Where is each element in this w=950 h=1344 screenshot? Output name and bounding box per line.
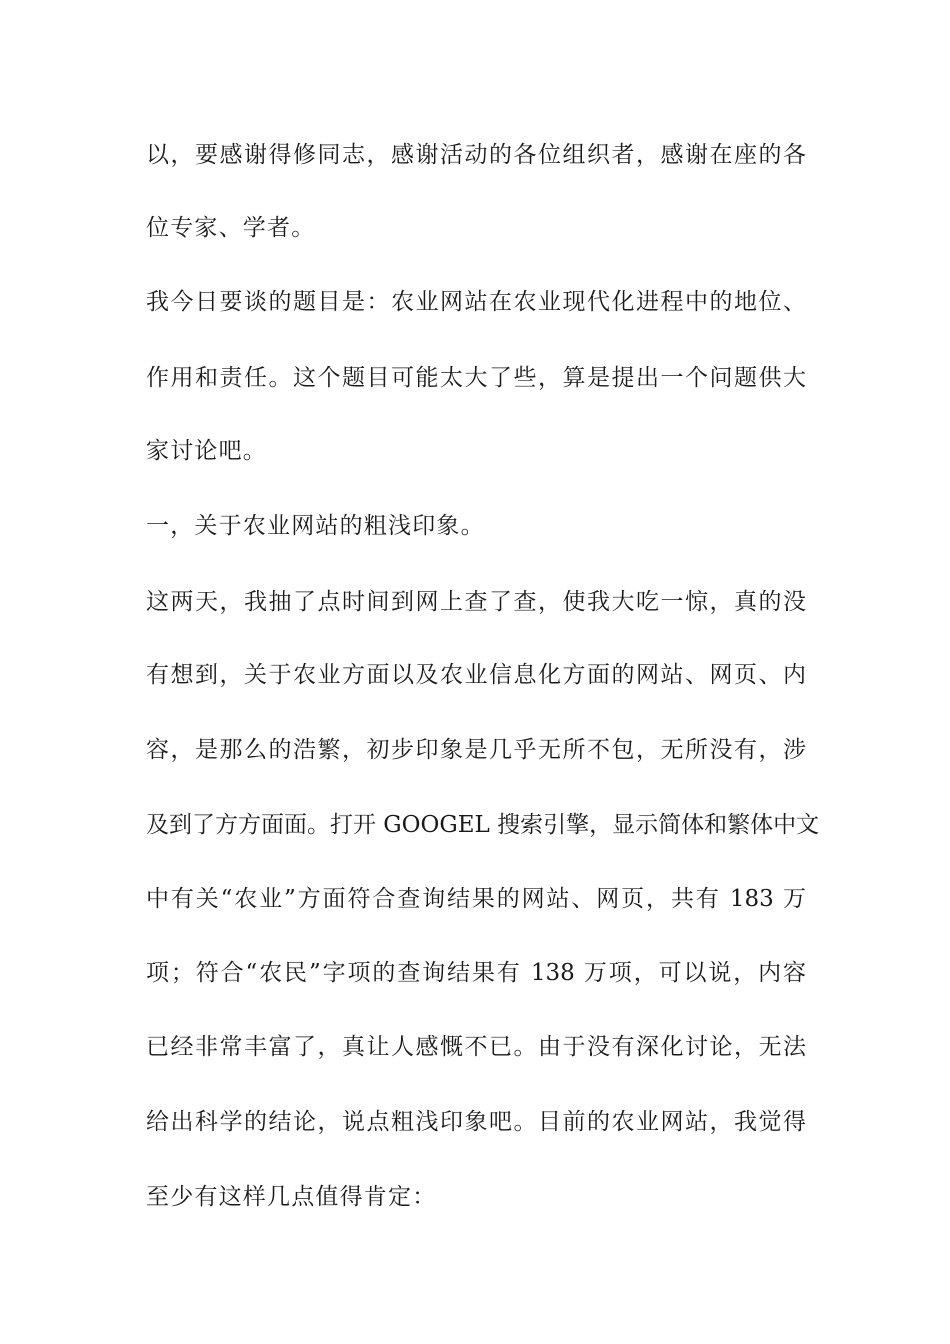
text-line: 至少有这样几点值得肯定： bbox=[146, 1184, 437, 1210]
text-line: 及到了方方面面。打开 GOOGEL 搜索引擎，显示简体和繁体中文 bbox=[146, 812, 820, 838]
text-line: 家讨论吧。 bbox=[146, 438, 267, 464]
text-line: 项；符合“农民”字项的查询结果有 138 万项，可以说，内容 bbox=[146, 960, 806, 986]
section-heading: 一，关于农业网站的粗浅印象。 bbox=[146, 513, 485, 539]
text-line: 已经非常丰富了，真让人感慨不已。由于没有深化讨论，无法 bbox=[146, 1034, 806, 1060]
text-line: 有想到，关于农业方面以及农业信息化方面的网站、网页、内 bbox=[146, 662, 806, 688]
text-line: 以，要感谢得修同志，感谢活动的各位组织者，感谢在座的各 bbox=[146, 142, 806, 168]
text-line: 我今日要谈的题目是：农业网站在农业现代化进程中的地位、 bbox=[146, 289, 806, 315]
text-line: 作用和责任。这个题目可能太大了些，算是提出一个问题供大 bbox=[146, 365, 806, 391]
text-line: 位专家、学者。 bbox=[146, 215, 316, 241]
text-line: 给出科学的结论，说点粗浅印象吧。目前的农业网站，我觉得 bbox=[146, 1109, 806, 1135]
text-line: 中有关“农业”方面符合查询结果的网站、网页，共有 183 万 bbox=[146, 886, 806, 912]
text-line: 这两天，我抽了点时间到网上查了查，使我大吃一惊，真的没 bbox=[146, 589, 806, 615]
text-line: 容，是那么的浩繁，初步印象是几乎无所不包，无所没有，涉 bbox=[146, 737, 806, 763]
